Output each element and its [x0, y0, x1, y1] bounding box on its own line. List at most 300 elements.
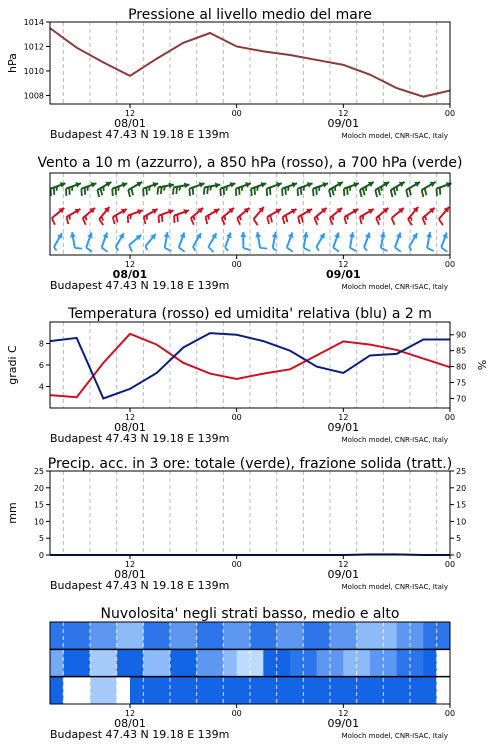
- cloud-cell: [290, 649, 304, 676]
- x-date-label: 08/01: [114, 568, 146, 581]
- barb-feather: [436, 189, 437, 196]
- barb-feather: [273, 248, 277, 251]
- cloud-cell: [343, 677, 357, 704]
- cloud-chart: [50, 606, 455, 741]
- barb-feather: [205, 217, 207, 224]
- cloud-cell: [303, 622, 317, 649]
- wind-barb: [303, 232, 311, 251]
- cloud-cell: [90, 649, 104, 676]
- y-axis-label: hPa: [6, 53, 19, 73]
- y-tick-label: 10: [33, 517, 44, 527]
- barb-feather: [360, 217, 362, 224]
- wind-barb: [67, 209, 81, 224]
- cloud-cell: [117, 677, 131, 704]
- barb-feather: [410, 216, 412, 220]
- barb-feather: [86, 248, 92, 252]
- cloud-cell: [157, 649, 171, 676]
- wind-barb: [102, 232, 109, 251]
- y-axis-label: mm: [6, 502, 19, 524]
- barb-feather: [129, 245, 132, 252]
- cloud-cell: [197, 677, 211, 704]
- barb-feather: [116, 215, 118, 222]
- barb-feather: [159, 216, 160, 223]
- wind-barb: [251, 182, 266, 196]
- barb-feather: [210, 186, 211, 190]
- wind-barb: [83, 208, 95, 225]
- wind-barb: [272, 232, 278, 250]
- barb-feather: [116, 188, 117, 195]
- barb-feather: [54, 247, 56, 251]
- cloud-cell: [423, 649, 437, 676]
- wind-barb: [145, 234, 155, 250]
- wind-barb: [236, 182, 251, 196]
- wind-barb: [426, 232, 434, 251]
- barb-feather: [314, 218, 317, 225]
- barb-feather: [224, 216, 225, 220]
- x-tick-label: 12: [124, 109, 136, 118]
- cloud-cell: [157, 622, 171, 649]
- cloud-cell: [383, 677, 397, 704]
- wind-barb: [330, 208, 342, 225]
- barb-feather: [350, 186, 351, 190]
- barb-feather: [301, 188, 302, 195]
- barb-feather: [164, 186, 165, 190]
- barb-feather: [131, 188, 133, 195]
- barb-feather: [101, 216, 103, 220]
- barb-feather: [239, 188, 240, 195]
- cloud-cell: [410, 649, 424, 676]
- barb-feather: [87, 186, 88, 190]
- wind-barb: [254, 207, 264, 225]
- wind-barb: [441, 232, 448, 251]
- wind-barb: [409, 233, 417, 251]
- barb-feather: [57, 186, 58, 190]
- barb-feather: [298, 217, 300, 224]
- barb-feather: [116, 247, 118, 251]
- cloud-cell: [183, 649, 197, 676]
- wind-barb: [267, 182, 282, 196]
- cloud-cell: [183, 677, 197, 704]
- model-credit: Moloch model, CNR-ISAC, Italy: [341, 283, 448, 291]
- barb-feather: [189, 189, 190, 196]
- y-tick-label: 1008: [23, 91, 44, 101]
- x-tick-label: 12: [124, 560, 136, 569]
- barb-feather: [118, 186, 119, 190]
- x-tick-label: 12: [338, 709, 349, 718]
- cloud-cell: [277, 649, 291, 676]
- cloud-cell: [237, 622, 251, 649]
- barb-feather: [54, 188, 55, 195]
- barb-feather: [267, 217, 269, 224]
- cloud-cell: [370, 622, 384, 649]
- cloud-cell: [210, 677, 224, 704]
- wind-barb: [349, 232, 357, 251]
- barb-feather: [191, 218, 194, 225]
- cloud-cell: [397, 649, 411, 676]
- cloud-cell: [317, 622, 331, 649]
- x-tick-label: 00: [444, 260, 456, 269]
- barb-feather: [313, 189, 314, 196]
- cloud-cell: [103, 622, 117, 649]
- wind-barb: [282, 182, 297, 196]
- cloud-cell: [103, 677, 117, 704]
- y-right-tick-label: 5: [456, 534, 462, 544]
- barb-feather: [220, 189, 221, 196]
- location-label: Budapest 47.43 N 19.18 E 139m: [50, 128, 230, 141]
- y-right-tick-label: 10: [456, 517, 467, 527]
- chart-title: Pressione al livello medio del mare: [128, 7, 372, 23]
- cloud-cell: [223, 677, 237, 704]
- barb-feather: [425, 188, 427, 195]
- cloud-cell: [383, 649, 397, 676]
- cloud-cell: [397, 677, 411, 704]
- barb-feather: [282, 189, 283, 196]
- wind-barb: [128, 209, 143, 223]
- x-date-label: 08/01: [114, 117, 146, 130]
- wind-barb: [208, 233, 216, 252]
- y-right-tick-label: 90: [456, 330, 467, 340]
- cloud-cell: [143, 622, 157, 649]
- barb-feather: [240, 216, 241, 220]
- barb-feather: [102, 248, 108, 252]
- x-tick-label: 00: [444, 109, 456, 118]
- barb-feather: [254, 219, 258, 225]
- wind-barb: [380, 232, 388, 251]
- y-tick-label: 1014: [23, 18, 44, 27]
- barb-feather: [298, 189, 299, 196]
- x-tick-label: 12: [338, 260, 349, 269]
- x-date-label: 09/01: [327, 568, 360, 581]
- cloud-cell: [170, 649, 184, 676]
- barb-feather: [81, 189, 82, 196]
- barb-feather: [75, 248, 82, 249]
- cloud-cell: [90, 677, 104, 704]
- wind-barb: [193, 233, 201, 251]
- barb-feather: [304, 186, 305, 190]
- wind-barb: [52, 208, 64, 225]
- x-date-label: 09/01: [327, 117, 360, 130]
- cloud-cell: [143, 649, 157, 676]
- barb-feather: [113, 217, 115, 224]
- barb-feather: [406, 190, 408, 197]
- barb-feather: [143, 189, 144, 196]
- wind-level-row: [54, 232, 448, 252]
- cloud-cell: [50, 677, 64, 704]
- wind-barb: [173, 183, 190, 195]
- wind-chart: [37, 155, 462, 292]
- barb-feather: [85, 216, 86, 220]
- cloud-cell: [210, 649, 224, 676]
- cloud-cell: [237, 649, 251, 676]
- wind-barb: [406, 182, 420, 197]
- cloud-cell: [130, 677, 144, 704]
- wind-barb: [116, 233, 124, 251]
- wind-barb: [316, 233, 324, 251]
- barb-feather: [50, 189, 51, 196]
- cloud-cell: [397, 622, 411, 649]
- y-tick-label: 15: [33, 500, 44, 510]
- cloud-cell: [303, 677, 317, 704]
- cloud-cell: [290, 677, 304, 704]
- cloud-cell: [63, 622, 77, 649]
- x-tick-label: 00: [231, 260, 242, 269]
- cloud-cell: [197, 649, 211, 676]
- barb-feather: [83, 218, 86, 225]
- location-label: Budapest 47.43 N 19.18 E 139m: [50, 279, 230, 292]
- wind-barb: [360, 209, 374, 224]
- barb-feather: [378, 188, 380, 195]
- model-credit: Moloch model, CNR-ISAC, Italy: [341, 132, 448, 140]
- wind-barb: [333, 232, 340, 251]
- wind-barb: [376, 208, 388, 225]
- location-label: Budapest 47.43 N 19.18 E 139m: [50, 579, 230, 592]
- barb-feather: [207, 187, 208, 194]
- wind-barb: [157, 183, 174, 195]
- x-date-label: 09/01: [327, 717, 360, 730]
- wind-barb: [144, 209, 158, 224]
- y-right-tick-label: 70: [456, 394, 467, 404]
- barb-feather: [157, 187, 158, 194]
- wind-barb: [179, 232, 186, 251]
- wind-barb: [225, 232, 232, 250]
- model-credit: Moloch model, CNR-ISAC, Italy: [341, 732, 448, 740]
- barb-feather: [204, 187, 205, 194]
- cloud-cell: [343, 649, 357, 676]
- cloud-cell: [437, 622, 451, 649]
- wind-barb: [287, 232, 294, 251]
- barb-feather: [66, 189, 67, 196]
- wind-barb: [298, 209, 312, 224]
- barb-feather: [254, 188, 255, 195]
- cloud-cell: [90, 622, 104, 649]
- cloud-cell: [290, 622, 304, 649]
- barb-feather: [395, 248, 401, 252]
- barb-feather: [422, 190, 424, 197]
- x-tick-label: 12: [124, 260, 136, 269]
- cloud-cell: [263, 622, 277, 649]
- cloud-cell: [330, 649, 344, 676]
- wind-barb: [97, 182, 111, 197]
- wind-barb: [143, 182, 158, 196]
- chart-title: Precip. acc. in 3 ore: totale (verde), frazione solida (tratt.): [47, 456, 453, 472]
- cloud-cell: [223, 649, 237, 676]
- cloud-cell: [210, 622, 224, 649]
- wind-barb: [220, 182, 235, 196]
- y-right-tick-label: 85: [456, 346, 467, 356]
- wind-barb: [392, 208, 404, 225]
- cloud-cell: [143, 677, 157, 704]
- pressure-chart: [6, 7, 455, 141]
- wind-barb: [112, 182, 127, 196]
- barb-feather: [394, 188, 396, 195]
- cloud-cell: [423, 622, 437, 649]
- location-label: Budapest 47.43 N 19.18 E 139m: [50, 728, 230, 741]
- cloud-cell: [77, 649, 91, 676]
- x-tick-label: 12: [338, 560, 349, 569]
- cloud-cell: [423, 677, 437, 704]
- barb-feather: [236, 189, 237, 196]
- barb-feather: [439, 219, 443, 225]
- barb-feather: [224, 188, 225, 195]
- barb-feather: [130, 215, 131, 219]
- barb-feather: [145, 246, 147, 250]
- y-right-tick-label: 15: [456, 500, 467, 510]
- y-right-tick-label: 0: [456, 551, 462, 560]
- barb-feather: [100, 188, 102, 195]
- wind-barb: [66, 182, 81, 196]
- x-date-label: 08/01: [114, 717, 146, 730]
- barb-feather: [128, 216, 129, 223]
- barb-feather: [237, 218, 240, 225]
- barb-feather: [286, 215, 288, 222]
- cloud-cell: [383, 622, 397, 649]
- barb-feather: [251, 189, 252, 196]
- barb-feather: [179, 186, 180, 190]
- wind-barb: [314, 208, 326, 225]
- cloud-cell: [157, 677, 171, 704]
- x-tick-label: 12: [338, 413, 349, 422]
- barb-feather: [257, 186, 258, 190]
- y-right-tick-label: 20: [456, 483, 467, 493]
- wind-barb: [54, 233, 62, 251]
- x-tick-label: 00: [231, 709, 242, 718]
- cloud-cell: [63, 677, 77, 704]
- y-axis-label: gradi C: [6, 345, 19, 385]
- cloud-cell: [223, 622, 237, 649]
- barb-feather: [128, 190, 130, 197]
- cloud-cell: [410, 622, 424, 649]
- barb-feather: [177, 215, 178, 222]
- wind-barb: [360, 182, 374, 197]
- x-tick-label: 00: [444, 560, 456, 569]
- wind-barb: [164, 232, 172, 251]
- barb-feather: [194, 216, 195, 220]
- chart-title: Nuvolosita' negli strati basso, medio e alto: [100, 606, 400, 622]
- cloud-cell: [410, 677, 424, 704]
- wind-barb: [329, 182, 343, 197]
- x-tick-label: 12: [124, 709, 136, 718]
- barb-feather: [350, 248, 357, 251]
- wind-barb: [283, 209, 297, 224]
- cloud-cell: [317, 649, 331, 676]
- cloud-cell: [250, 622, 264, 649]
- wind-barb: [204, 183, 221, 195]
- barb-feather: [243, 248, 250, 250]
- barb-feather: [283, 217, 285, 224]
- cloud-cell: [117, 649, 131, 676]
- cloud-cell: [63, 649, 77, 676]
- barb-feather: [193, 247, 195, 251]
- wind-barb: [129, 235, 141, 252]
- cloud-cell: [50, 649, 64, 676]
- barb-feather: [193, 188, 194, 195]
- cloud-cell: [77, 622, 91, 649]
- wind-level-row: [52, 207, 449, 225]
- barb-feather: [317, 216, 318, 220]
- cloud-cell: [437, 649, 451, 676]
- barb-feather: [392, 218, 395, 225]
- chart-title: Vento a 10 m (azzurro), a 850 hPa (rosso), a 700 hPa (verde): [37, 155, 463, 171]
- cloud-cell: [250, 649, 264, 676]
- cloud-cell: [50, 622, 64, 649]
- barb-feather: [173, 187, 174, 194]
- plot-frame: [50, 173, 450, 255]
- barb-feather: [376, 218, 379, 225]
- y-tick-label: 1012: [23, 42, 44, 52]
- y-right-tick-label: 75: [456, 378, 467, 388]
- cloud-cell: [130, 649, 144, 676]
- barb-head: [240, 232, 246, 237]
- wind-barb: [375, 182, 389, 197]
- y-right-tick-label: 80: [456, 362, 467, 372]
- barb-feather: [67, 217, 69, 224]
- model-credit: Moloch model, CNR-ISAC, Italy: [341, 583, 448, 591]
- model-credit: Moloch model, CNR-ISAC, Italy: [341, 436, 448, 444]
- wind-barb: [267, 209, 281, 224]
- barb-feather: [288, 186, 289, 190]
- cloud-cell: [370, 677, 384, 704]
- cloud-cell: [250, 677, 264, 704]
- x-tick-label: 12: [124, 413, 136, 422]
- x-tick-label: 00: [231, 560, 242, 569]
- barb-feather: [52, 218, 55, 225]
- barb-feather: [267, 189, 268, 196]
- wind-barb: [422, 182, 436, 197]
- y-right-tick-label: 25: [456, 467, 467, 476]
- cloud-cell: [330, 622, 344, 649]
- barb-feather: [409, 247, 411, 251]
- barb-feather: [360, 190, 362, 197]
- barb-feather: [174, 216, 175, 223]
- barb-feather: [176, 187, 177, 194]
- y-tick-label: 8: [38, 339, 44, 349]
- x-tick-label: 00: [231, 413, 242, 422]
- wind-barb: [395, 232, 402, 251]
- wind-barb: [422, 208, 434, 225]
- barb-feather: [347, 188, 348, 195]
- barb-feather: [242, 186, 243, 190]
- cloud-cell: [103, 649, 117, 676]
- wind-barb: [237, 208, 249, 225]
- barb-feather: [363, 188, 365, 195]
- barb-feather: [427, 248, 434, 251]
- barb-feather: [260, 248, 267, 249]
- x-date-label: 09/01: [326, 268, 361, 281]
- barb-feather: [381, 248, 388, 251]
- barb-feather: [69, 188, 70, 195]
- cloud-cell: [183, 622, 197, 649]
- cloud-cell: [357, 649, 371, 676]
- barb-feather: [422, 218, 425, 225]
- barb-feather: [301, 215, 303, 222]
- barb-feather: [304, 248, 311, 251]
- barb-feather: [149, 186, 150, 190]
- barb-feather: [85, 188, 86, 195]
- cloud-cell: [357, 622, 371, 649]
- barb-feather: [332, 188, 334, 195]
- barb-feather: [316, 247, 318, 251]
- cloud-cell: [77, 677, 91, 704]
- barb-feather: [319, 186, 320, 190]
- barb-feather: [440, 188, 441, 195]
- cloud-cell: [197, 622, 211, 649]
- barb-feather: [333, 248, 339, 252]
- x-tick-label: 00: [231, 109, 242, 118]
- barb-feather: [226, 186, 227, 190]
- barb-feather: [225, 248, 228, 251]
- y-tick-label: 4: [38, 382, 44, 392]
- barb-feather: [344, 189, 345, 196]
